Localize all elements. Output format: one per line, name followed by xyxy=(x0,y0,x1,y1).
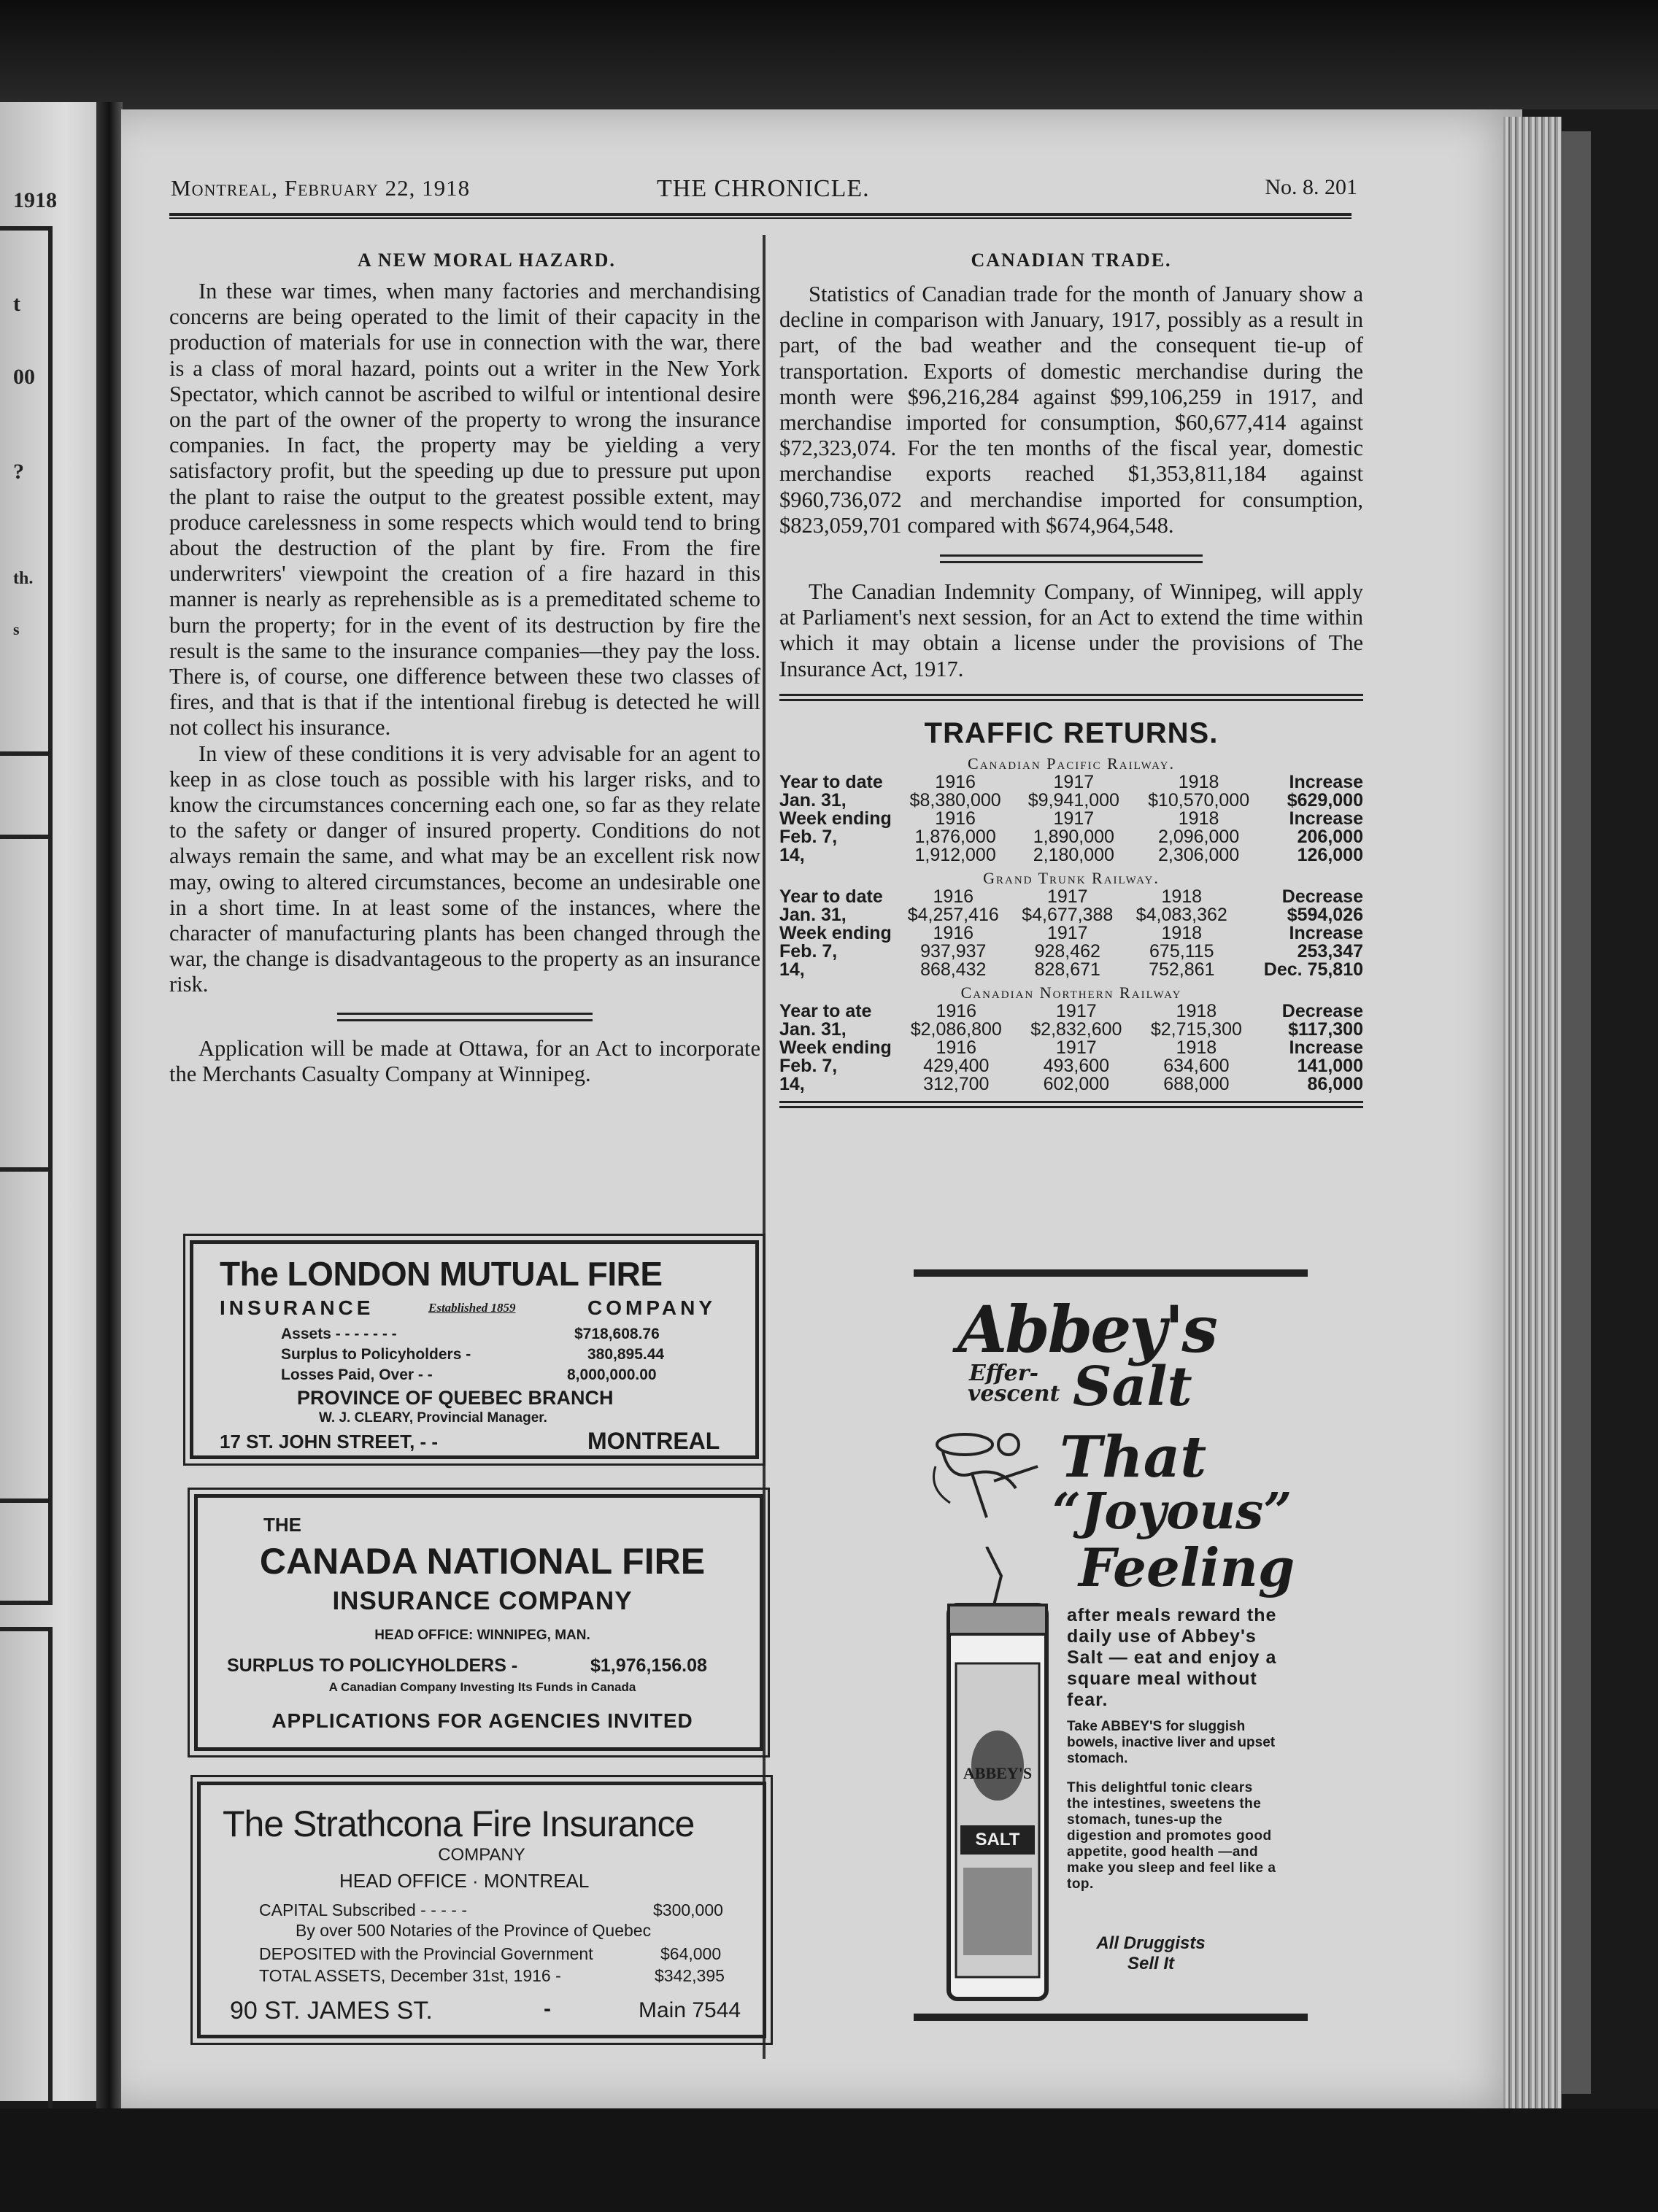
ad-london-mutual-fire xyxy=(190,1240,759,1459)
traffic-returns-title: TRAFFIC RETURNS. xyxy=(924,716,1219,749)
table-row xyxy=(779,846,1363,865)
prev-page-fragment: t xyxy=(13,292,20,316)
prev-page-box xyxy=(0,1627,53,2116)
table-row xyxy=(779,792,1363,810)
ad-head-office: HEAD OFFICE · MONTREAL xyxy=(339,1870,590,1892)
railway-name: Canadian Pacific Railway. xyxy=(968,754,1175,773)
ad-salt: Salt xyxy=(1073,1356,1192,1418)
table-cell: 1917 xyxy=(1056,1000,1097,1021)
ad-feeling: Feeling xyxy=(1079,1536,1295,1598)
ad-losses-label: Losses Paid, Over - - xyxy=(281,1366,433,1383)
previous-page-edge xyxy=(0,102,109,2101)
table-cell: 2,096,000 xyxy=(1157,826,1240,847)
table-row xyxy=(779,810,1363,828)
table-cell: 14, xyxy=(779,844,805,865)
table-cell: 1,890,000 xyxy=(1033,826,1114,847)
table-cell: Year to ate xyxy=(779,1000,872,1021)
bottle-salt-label: SALT xyxy=(975,1830,1020,1849)
table-cell: Decrease xyxy=(1281,886,1363,907)
ad-assets-value: $718,608.76 xyxy=(574,1326,660,1342)
table-row xyxy=(779,924,1363,943)
ad-joyous: “Joyous” xyxy=(1052,1482,1292,1541)
table-cell: 14, xyxy=(779,959,805,980)
table-row xyxy=(779,961,1363,979)
scan-background-bottom xyxy=(0,2108,1658,2212)
table-row xyxy=(779,1021,1363,1039)
ad-agencies: APPLICATIONS FOR AGENCIES INVITED xyxy=(271,1709,693,1732)
table-cell: Feb. 7, xyxy=(779,826,838,847)
table-cell: 2,306,000 xyxy=(1157,844,1240,865)
railway-name: Grand Trunk Railway. xyxy=(983,868,1160,887)
ad-bottom-bar xyxy=(914,2014,1308,2021)
ad-notaries: By over 500 Notaries of the Province of Quebec xyxy=(296,1921,652,1940)
table-cell: Year to date xyxy=(779,771,883,792)
table-cell: 1917 xyxy=(1046,922,1088,943)
ad-address: 17 ST. JOHN STREET, - - xyxy=(220,1431,439,1453)
article-title-moral-hazard: A NEW MORAL HAZARD. xyxy=(358,250,616,271)
ad-brand: Abbey's xyxy=(957,1291,1216,1367)
ad-branch: PROVINCE OF QUEBEC BRANCH xyxy=(297,1387,614,1409)
table-cell: Increase xyxy=(1289,771,1363,792)
ad-company-label: COMPANY xyxy=(587,1296,717,1319)
table-row xyxy=(779,888,1363,906)
table-cell: Feb. 7, xyxy=(779,940,838,962)
table-cell: 752,861 xyxy=(1149,959,1215,980)
table-cell: 1,912,000 xyxy=(914,844,996,865)
ad-the: THE xyxy=(263,1514,301,1536)
ad-address-dash: - xyxy=(544,1997,551,2021)
table-cell: 493,600 xyxy=(1043,1055,1110,1076)
book-spine-edge xyxy=(1562,131,1591,2094)
table-cell: 1918 xyxy=(1161,886,1203,907)
ad-address: 90 ST. JAMES ST. xyxy=(230,1997,433,2025)
table-cell: $117,300 xyxy=(1288,1018,1363,1040)
ad-deposited-label: DEPOSITED with the Provincial Government xyxy=(259,1944,593,1963)
table-cell: Increase xyxy=(1289,808,1363,829)
table-row xyxy=(779,773,1363,792)
ad-tagline: A Canadian Company Investing Its Funds in Canada xyxy=(328,1680,636,1694)
table-cell: 1917 xyxy=(1056,1037,1097,1058)
section-rule xyxy=(779,1101,1363,1108)
table-cell: $4,083,362 xyxy=(1135,904,1227,925)
prev-page-fragment: th. xyxy=(13,569,34,588)
table-cell: 1,876,000 xyxy=(914,826,996,847)
table-cell: 312,700 xyxy=(923,1073,990,1094)
table-cell: $4,257,416 xyxy=(907,904,999,925)
table-cell: 14, xyxy=(779,1073,805,1094)
table-cell: 1918 xyxy=(1178,771,1219,792)
notice-paragraph: The Canadian Indemnity Company, of Winnipeg, will apply at Parliament's next session, for an Act to extend the time within which it may obtain a license under the provisions of The Insurance Act, 1917. xyxy=(779,579,1363,681)
table-cell: 253,347 xyxy=(1297,940,1363,962)
ad-capital-value: $300,000 xyxy=(653,1900,723,1919)
table-row xyxy=(779,1075,1363,1094)
ad-druggists: All Druggists Sell It xyxy=(1096,1933,1206,1973)
table-cell: Week ending xyxy=(779,922,892,943)
ad-strathcona-fire xyxy=(197,1782,766,2038)
table-cell: $2,086,800 xyxy=(910,1018,1002,1040)
ad-title: The Strathcona Fire Insurance xyxy=(223,1803,695,1844)
ad-tonic-text: This delightful tonic clears the intestines, sweetens the stomach, tunes-up the digestion and promotes good appetite, good health —and make you sleep and feel like a top. xyxy=(1067,1780,1276,1892)
table-cell: Decrease xyxy=(1281,1000,1363,1021)
header-dateline: Montreal, February 22, 1918 xyxy=(171,175,471,201)
table-cell: 206,000 xyxy=(1297,826,1363,847)
table-cell: Year to date xyxy=(779,886,883,907)
ad-manager: W. J. CLEARY, Provincial Manager. xyxy=(319,1410,547,1426)
traffic-table xyxy=(779,773,1363,865)
table-cell: Jan. 31, xyxy=(779,789,847,811)
ad-reward-text: after meals reward the daily use of Abbey's Salt — eat and enjoy a square meal without fear. xyxy=(1067,1605,1277,1710)
prev-page-box xyxy=(0,1167,53,1605)
header-publication-title: THE CHRONICLE. xyxy=(657,175,870,202)
traffic-table xyxy=(779,888,1363,979)
table-cell: Week ending xyxy=(779,808,892,829)
right-column xyxy=(779,250,1363,1108)
ad-capital-label: CAPITAL Subscribed - - - - - xyxy=(259,1900,468,1919)
table-cell: 1916 xyxy=(935,771,976,792)
table-cell: 828,671 xyxy=(1034,959,1100,980)
prev-page-fragment: 1918 xyxy=(13,188,57,212)
bottle-label: ABBEY'S xyxy=(963,1764,1033,1782)
table-cell: $2,832,600 xyxy=(1030,1018,1122,1040)
article-body-moral-hazard xyxy=(169,279,760,998)
table-cell: 1917 xyxy=(1046,886,1088,907)
dancing-figure-icon xyxy=(921,1423,1067,1525)
table-cell: 2,180,000 xyxy=(1033,844,1114,865)
table-cell: 928,462 xyxy=(1034,940,1100,962)
header-rule xyxy=(169,213,1352,219)
table-row xyxy=(779,906,1363,924)
table-cell: 1918 xyxy=(1161,922,1203,943)
ad-surplus-label: Surplus to Policyholders - xyxy=(281,1346,471,1363)
table-cell: $9,941,000 xyxy=(1027,789,1119,811)
table-cell: Jan. 31, xyxy=(779,904,847,925)
traffic-returns-tables xyxy=(779,754,1363,1094)
table-cell: 1918 xyxy=(1178,808,1219,829)
section-rule xyxy=(940,554,1203,563)
ad-surplus-value: $1,976,156.08 xyxy=(590,1655,707,1676)
ad-title: CANADA NATIONAL FIRE xyxy=(259,1541,706,1582)
table-cell: Increase xyxy=(1289,922,1363,943)
ad-that: That xyxy=(1060,1424,1207,1490)
article-title-canadian-trade: CANADIAN TRADE. xyxy=(971,250,1172,271)
table-cell: Feb. 7, xyxy=(779,1055,838,1076)
table-cell: Week ending xyxy=(779,1037,892,1058)
prev-page-fragment: s xyxy=(13,620,20,638)
ad-vescent: vescent xyxy=(968,1381,1060,1407)
table-cell: 1916 xyxy=(935,808,976,829)
table-cell: 1918 xyxy=(1176,1037,1217,1058)
ad-effer: Effer- xyxy=(969,1361,1039,1386)
page-stack-edge xyxy=(1503,117,1562,2108)
table-cell: $594,026 xyxy=(1287,904,1363,925)
header-page-number: No. 8. 201 xyxy=(1265,175,1357,199)
table-row xyxy=(779,943,1363,961)
table-cell: 126,000 xyxy=(1297,844,1363,865)
table-row xyxy=(779,1039,1363,1057)
ad-take-text: Take ABBEY'S for sluggish bowels, inactive liver and upset stomach. xyxy=(1067,1719,1276,1766)
section-rule xyxy=(337,1013,593,1021)
table-cell: 675,115 xyxy=(1149,940,1214,962)
table-cell: 868,432 xyxy=(920,959,987,980)
ad-deposited-value: $64,000 xyxy=(660,1944,722,1963)
left-column xyxy=(169,250,760,1087)
table-row xyxy=(779,1057,1363,1075)
notice-merchants-casualty xyxy=(169,1036,760,1087)
article-paragraph: In view of these conditions it is very advisable for an agent to keep in as close touch as possible with his larger risks, and to know the circumstances concerning each one, so far as they relate to the safety or danger of insured property. Conditions do not always remain the same, and what may be an excellent risk now may, owing to altered circumstances, become an undesirable one in a short time. In at least some of the instances, where the character of manufacturing plants has been changed through the war, the change is disadvantageous to the property as an insurance risk. xyxy=(169,740,760,997)
table-cell: 1916 xyxy=(936,1000,977,1021)
railway-name: Canadian Northern Railway xyxy=(960,983,1182,1002)
ad-city: MONTREAL xyxy=(587,1428,720,1454)
table-cell: 634,600 xyxy=(1163,1055,1230,1076)
ad-phone: Main 7544 xyxy=(639,1998,741,2022)
table-cell: Jan. 31, xyxy=(779,1018,847,1040)
table-cell: 688,000 xyxy=(1163,1073,1230,1094)
prev-page-fragment: 00 xyxy=(13,365,35,389)
table-cell: 1918 xyxy=(1176,1000,1217,1021)
traffic-table xyxy=(779,1002,1363,1094)
table-cell: $629,000 xyxy=(1287,789,1363,811)
ad-assets-label: TOTAL ASSETS, December 31st, 1916 - xyxy=(259,1966,561,1985)
ad-assets-value: $342,395 xyxy=(655,1966,725,1985)
table-row xyxy=(779,828,1363,846)
table-cell: 429,400 xyxy=(923,1055,990,1076)
article-body-canadian-trade xyxy=(779,282,1363,538)
table-cell: 1917 xyxy=(1053,771,1095,792)
ad-surplus-value: 380,895.44 xyxy=(587,1346,665,1363)
notice-paragraph: Application will be made at Ottawa, for an Act to incorporate the Merchants Casualty Company at Winnipeg. xyxy=(169,1035,760,1086)
ad-title: The LONDON MUTUAL FIRE xyxy=(220,1255,663,1293)
table-row xyxy=(779,1002,1363,1021)
article-paragraph: In these war times, when many factories and merchandising concerns are being operated to the limit of their capacity in the production of materials for use in connection with the war, there is a class of moral hazard, points out a writer in the New York Spectator, which cannot be ascribed to wilful or intentional desire on the part of the owner of the property to wrong the insurance companies. In fact, the property may be yielding a very satisfactory profit, but the speeding up due to pressure put upon the plant to raise the output to the greatest possible extent, may produce carelessness in some respects which would tend to bring about the destruction of the plant by fire. From the fire underwriters' viewpoint the creation of a fire hazard in this manner is nearly as reprehensible as is a premeditated scheme to burn the property; for in the event of its destruction by fire the result is the same to the insurance companies—they pay the loss. There is, of course, one difference between these two classes of fires, and that is that if the intentional firebug is detected he will not collect his insurance. xyxy=(169,279,760,740)
ad-losses-value: 8,000,000.00 xyxy=(567,1366,657,1383)
notice-canadian-indemnity xyxy=(779,579,1363,682)
scan-background-top xyxy=(0,0,1658,109)
ad-canada-national-fire xyxy=(194,1494,763,1751)
table-cell: 602,000 xyxy=(1043,1073,1110,1094)
ad-abbeys-salt xyxy=(914,1269,1322,2043)
article-paragraph: Statistics of Canadian trade for the month of January show a decline in comparison with January, 1917, possibly as a result in part, of the bad weather and the consequent tie-up of transportation. Exports of domestic merchandise during the month were $96,216,284 against $99,106,259 in 1917, and merchandise imported for consumption, $60,677,414 against $72,323,074. For the ten months of the fiscal year, domestic merchandise exports reached $1,353,811,184 against $960,736,072 and merchandise imported for consumption, $823,059,701 compared with $674,964,548. xyxy=(779,282,1363,538)
ad-assets-label: Assets - - - - - - - xyxy=(281,1326,397,1342)
table-cell: 937,937 xyxy=(920,940,987,962)
section-rule xyxy=(779,694,1363,701)
prev-page-fragment: ? xyxy=(13,460,24,484)
table-cell: $2,715,300 xyxy=(1150,1018,1242,1040)
table-cell: 1916 xyxy=(933,886,974,907)
table-cell: $4,677,388 xyxy=(1022,904,1114,925)
ad-subtitle: INSURANCE COMPANY xyxy=(332,1587,633,1615)
ad-established: Established 1859 xyxy=(428,1301,516,1315)
ad-insurance-label: INSURANCE xyxy=(220,1296,374,1319)
table-cell: 1916 xyxy=(933,922,974,943)
table-cell: 86,000 xyxy=(1307,1073,1363,1094)
table-cell: Dec. 75,810 xyxy=(1263,959,1363,980)
table-cell: $8,380,000 xyxy=(909,789,1001,811)
prev-page-box xyxy=(0,226,53,839)
table-cell: 1916 xyxy=(936,1037,977,1058)
table-cell: 1917 xyxy=(1053,808,1095,829)
ad-top-bar xyxy=(914,1269,1308,1277)
table-cell: 141,000 xyxy=(1297,1055,1363,1076)
ad-head-office: HEAD OFFICE: WINNIPEG, MAN. xyxy=(374,1628,590,1643)
ad-surplus-label: SURPLUS TO POLICYHOLDERS - xyxy=(227,1655,518,1676)
table-cell: $10,570,000 xyxy=(1148,789,1250,811)
page-header xyxy=(124,175,1357,212)
book-gutter xyxy=(96,102,123,2123)
ad-company: COMPANY xyxy=(438,1845,525,1865)
table-cell: Increase xyxy=(1289,1037,1363,1058)
